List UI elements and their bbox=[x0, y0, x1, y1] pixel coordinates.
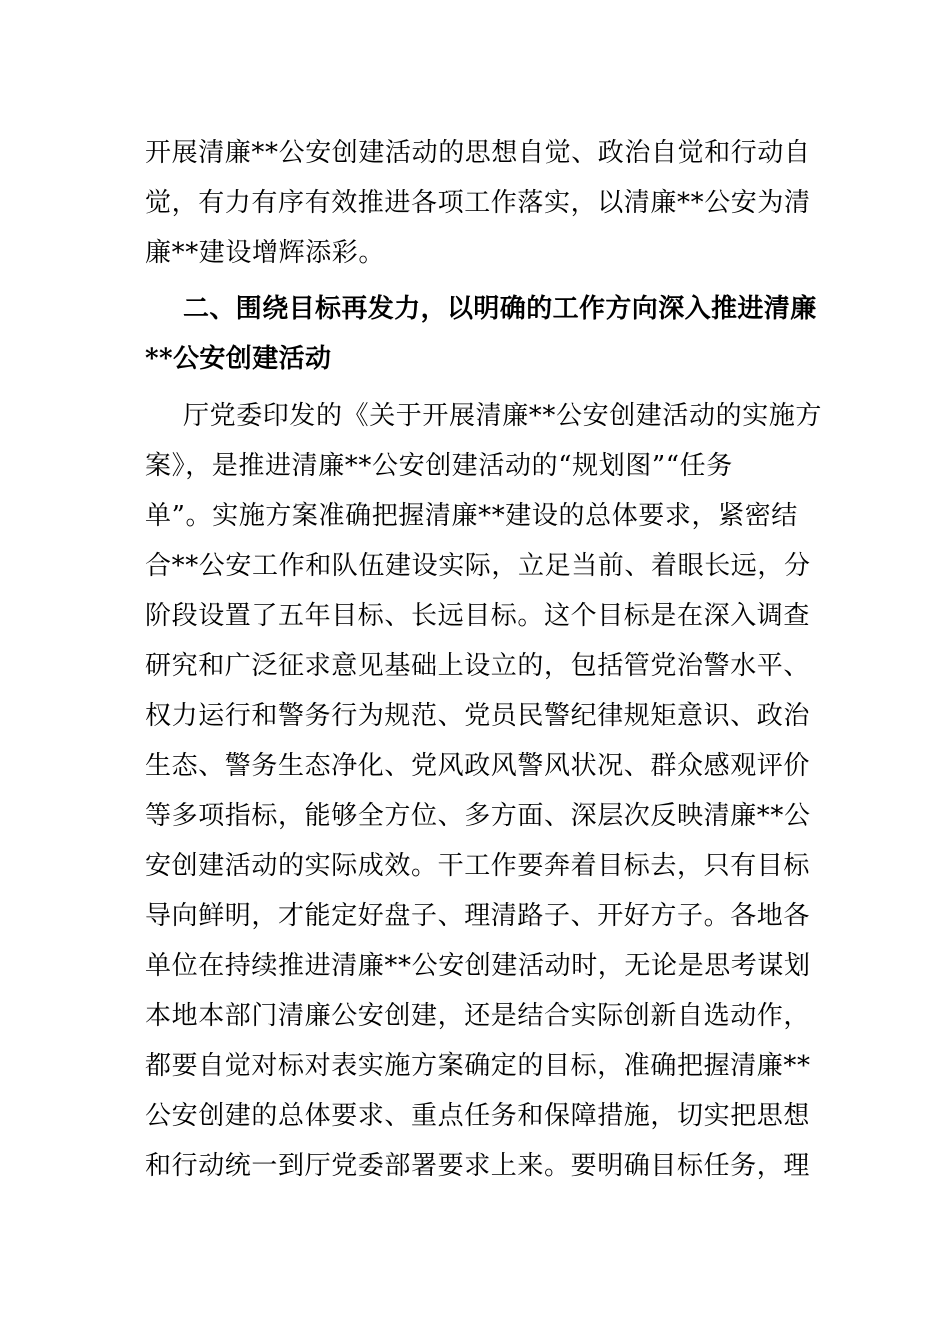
paragraph-line: 等多项指标，能够全方位、多方面、深层次反映清廉**公 bbox=[145, 801, 811, 831]
section-heading-line: **公安创建活动 bbox=[145, 344, 332, 374]
paragraph-line: 导向鲜明，才能定好盘子、理清路子、开好方子。各地各 bbox=[145, 901, 811, 931]
paragraph-line: 生态、警务生态净化、党风政风警风状况、群众感观评价 bbox=[145, 751, 811, 781]
paragraph-line: 研究和广泛征求意见基础上设立的，包括管党治警水平、 bbox=[145, 651, 811, 681]
paragraph-line: 厅党委印发的《关于开展清廉**公安创建活动的实施方 bbox=[183, 401, 823, 431]
paragraph-line: 阶段设置了五年目标、长远目标。这个目标是在深入调查 bbox=[145, 601, 811, 631]
paragraph-line: 权力运行和警务行为规范、党员民警纪律规矩意识、政治 bbox=[145, 701, 811, 731]
paragraph-line: 开展清廉**公安创建活动的思想自觉、政治自觉和行动自 bbox=[145, 138, 811, 168]
paragraph-line: 合**公安工作和队伍建设实际，立足当前、着眼长远，分 bbox=[145, 551, 811, 581]
paragraph-line: 廉**建设增辉添彩。 bbox=[145, 238, 386, 268]
paragraph-line: 和行动统一到厅党委部署要求上来。要明确目标任务，理 bbox=[145, 1151, 811, 1181]
paragraph-line: 公安创建的总体要求、重点任务和保障措施，切实把思想 bbox=[145, 1101, 811, 1131]
paragraph-line: 本地本部门清廉公安创建，还是结合实际创新自选动作， bbox=[145, 1001, 811, 1031]
paragraph-line: 都要自觉对标对表实施方案确定的目标，准确把握清廉** bbox=[145, 1051, 811, 1081]
paragraph-line: 安创建活动的实际成效。干工作要奔着目标去，只有目标 bbox=[145, 851, 811, 881]
paragraph-line: 案》，是推进清廉**公安创建活动的“规划图”“任务 bbox=[145, 451, 733, 481]
paragraph-line: 单位在持续推进清廉**公安创建活动时，无论是思考谋划 bbox=[145, 951, 811, 981]
section-heading-line: 二、围绕目标再发力，以明确的工作方向深入推进清廉 bbox=[183, 294, 817, 324]
paragraph-line: 单”。实施方案准确把握清廉**建设的总体要求，紧密结 bbox=[145, 501, 798, 531]
paragraph-line: 觉，有力有序有效推进各项工作落实，以清廉**公安为清 bbox=[145, 188, 811, 218]
